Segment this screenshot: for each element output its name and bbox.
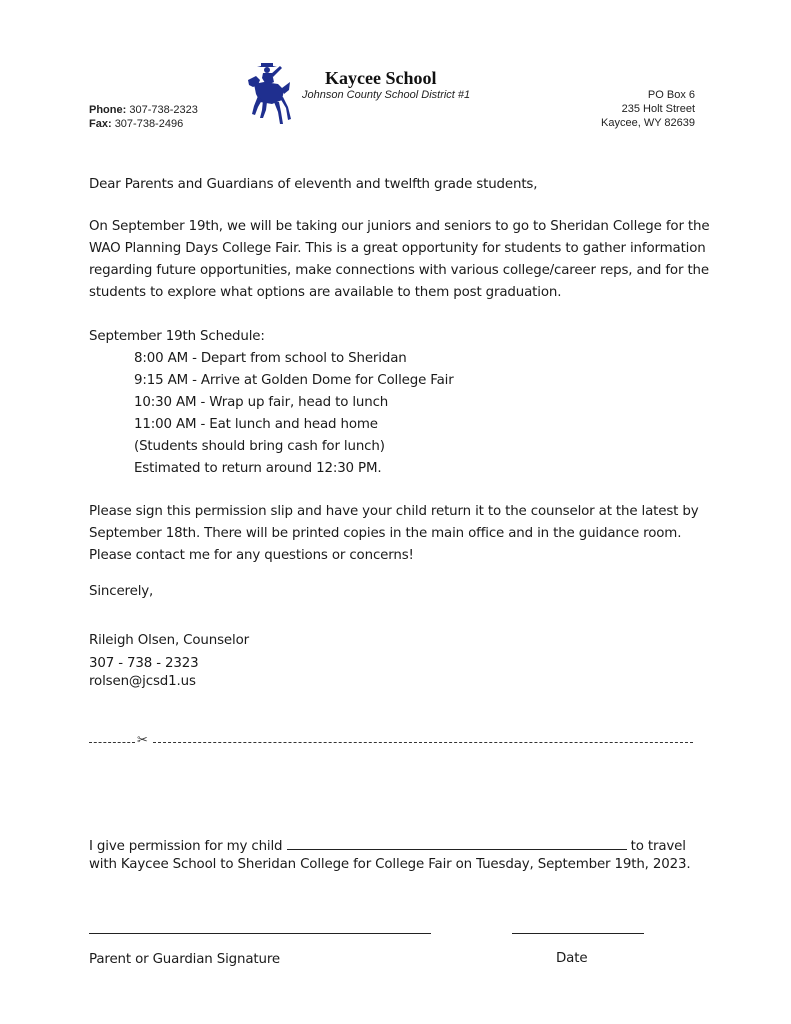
permission-line-1 bbox=[89, 836, 686, 854]
instruction-line: Please contact me for any questions or concerns! bbox=[89, 548, 414, 563]
permission-text-end: to travel bbox=[630, 839, 686, 854]
schedule-item: 11:00 AM - Eat lunch and head home bbox=[134, 417, 378, 432]
permission-text-start: I give permission for my child bbox=[89, 839, 283, 854]
school-name: Kaycee School bbox=[325, 68, 437, 88]
dashed-segment bbox=[153, 742, 693, 743]
schedule-item: 8:00 AM - Depart from school to Sheridan bbox=[134, 351, 407, 366]
signer-phone: 307 - 738 - 2323 bbox=[89, 656, 199, 671]
signer-email: rolsen@jcsd1.us bbox=[89, 674, 196, 689]
schedule-item: 10:30 AM - Wrap up fair, head to lunch bbox=[134, 395, 389, 410]
mailing-address bbox=[601, 88, 695, 130]
address-line: PO Box 6 bbox=[647, 89, 695, 101]
intro-line: regarding future opportunities, make connections with various college/career reps, and for the bbox=[89, 263, 709, 278]
intro-line: WAO Planning Days College Fair. This is a great opportunity for students to gather information bbox=[89, 241, 706, 256]
phone-row bbox=[89, 103, 198, 117]
school-district: Johnson County School District #1 bbox=[302, 89, 471, 101]
fax-label: Fax: bbox=[89, 118, 112, 130]
schedule-item: 9:15 AM - Arrive at Golden Dome for College Fair bbox=[134, 373, 454, 388]
greeting: Dear Parents and Guardians of eleventh and twelfth grade students, bbox=[89, 177, 538, 192]
instruction-line: Please sign this permission slip and have your child return it to the counselor at the latest by bbox=[89, 504, 699, 519]
cut-line bbox=[89, 733, 693, 750]
signature-blank[interactable] bbox=[89, 933, 431, 934]
fax-row bbox=[89, 117, 198, 131]
signer-name: Rileigh Olsen, Counselor bbox=[89, 633, 249, 648]
fax-number: 307-738-2496 bbox=[114, 118, 184, 130]
intro-line: students to explore what options are available to them post graduation. bbox=[89, 285, 562, 300]
child-name-blank[interactable] bbox=[287, 836, 627, 850]
permission-line-2: with Kaycee School to Sheridan College for College Fair on Tuesday, September 19th, 2023. bbox=[89, 857, 691, 872]
contact-phone-fax bbox=[89, 103, 198, 131]
dashed-segment bbox=[89, 742, 135, 743]
instruction-line: September 18th. There will be printed copies in the main office and in the guidance room. bbox=[89, 526, 682, 541]
schedule-item: (Students should bring cash for lunch) bbox=[134, 439, 385, 454]
address-line: 235 Holt Street bbox=[621, 103, 695, 115]
signature-label: Parent or Guardian Signature bbox=[89, 952, 280, 967]
address-line: Kaycee, WY 82639 bbox=[601, 117, 695, 129]
intro-line: On September 19th, we will be taking our juniors and seniors to go to Sheridan College for the bbox=[89, 219, 710, 234]
scissors-icon: ✂ bbox=[137, 733, 148, 748]
phone-label: Phone: bbox=[89, 104, 127, 116]
phone-number: 307-738-2323 bbox=[129, 104, 198, 116]
schedule-heading: September 19th Schedule: bbox=[89, 329, 265, 344]
closing: Sincerely, bbox=[89, 584, 154, 599]
date-blank[interactable] bbox=[512, 933, 644, 934]
date-label: Date bbox=[556, 951, 588, 966]
bucking-horse-rider-icon bbox=[244, 60, 292, 132]
schedule-item: Estimated to return around 12:30 PM. bbox=[134, 461, 382, 476]
